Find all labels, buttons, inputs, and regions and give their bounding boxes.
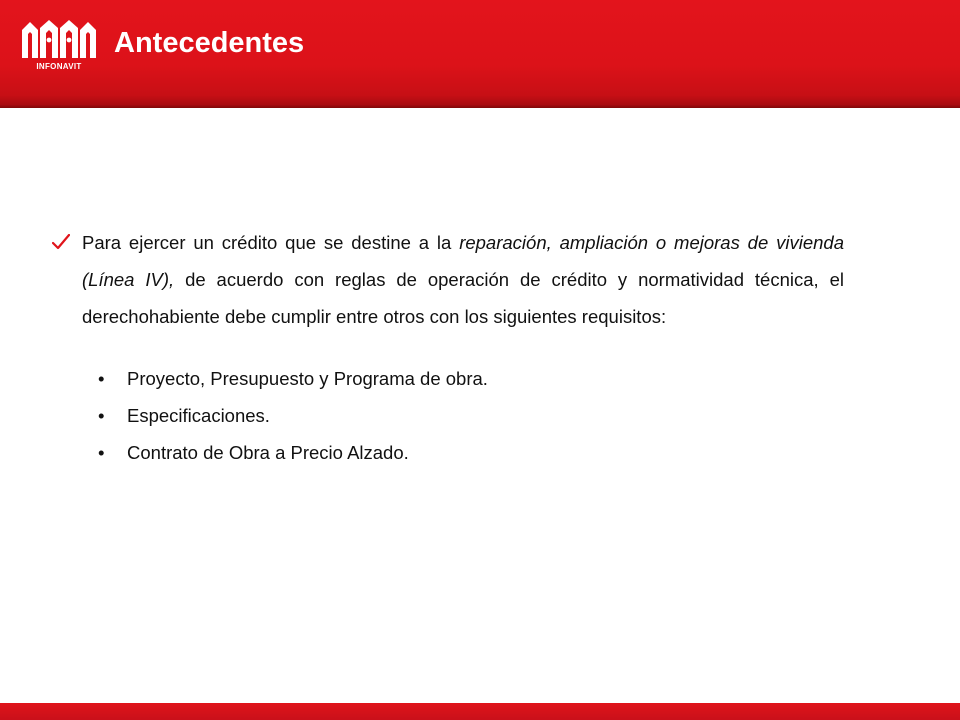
requirement-text: Proyecto, Presupuesto y Programa de obra.: [127, 368, 488, 389]
intro-paragraph: [48, 224, 844, 335]
footer-bar: [0, 703, 960, 720]
page-title: Antecedentes: [114, 27, 305, 59]
header-bar: [0, 0, 960, 108]
intro-text-emphasis: reparación, ampliación o mejoras de vivienda (Línea IV),: [82, 232, 844, 290]
requirement-text: Especificaciones.: [127, 405, 270, 426]
intro-text-end: de acuerdo con reglas de operación de crédito y normatividad técnica, el derechohabiente debe cumplir entre otros con los siguientes requisitos:: [82, 269, 844, 327]
bullet-icon: •: [98, 442, 105, 463]
bullet-icon: •: [98, 405, 105, 426]
list-item: [48, 397, 844, 434]
logo-mark-icon: [20, 18, 98, 62]
header-shadow: [0, 104, 960, 108]
logo-text: INFONAVIT: [36, 62, 82, 71]
slide-content: [48, 224, 844, 471]
intro-text-start: Para ejercer un crédito que se destine a la: [82, 232, 460, 253]
list-item: [48, 434, 844, 471]
infonavit-logo: [20, 18, 98, 72]
list-item: [48, 360, 844, 397]
checkmark-icon: [52, 234, 70, 250]
requirement-text: Contrato de Obra a Precio Alzado.: [127, 442, 409, 463]
requirements-list: [48, 360, 844, 471]
bullet-icon: •: [98, 368, 105, 389]
